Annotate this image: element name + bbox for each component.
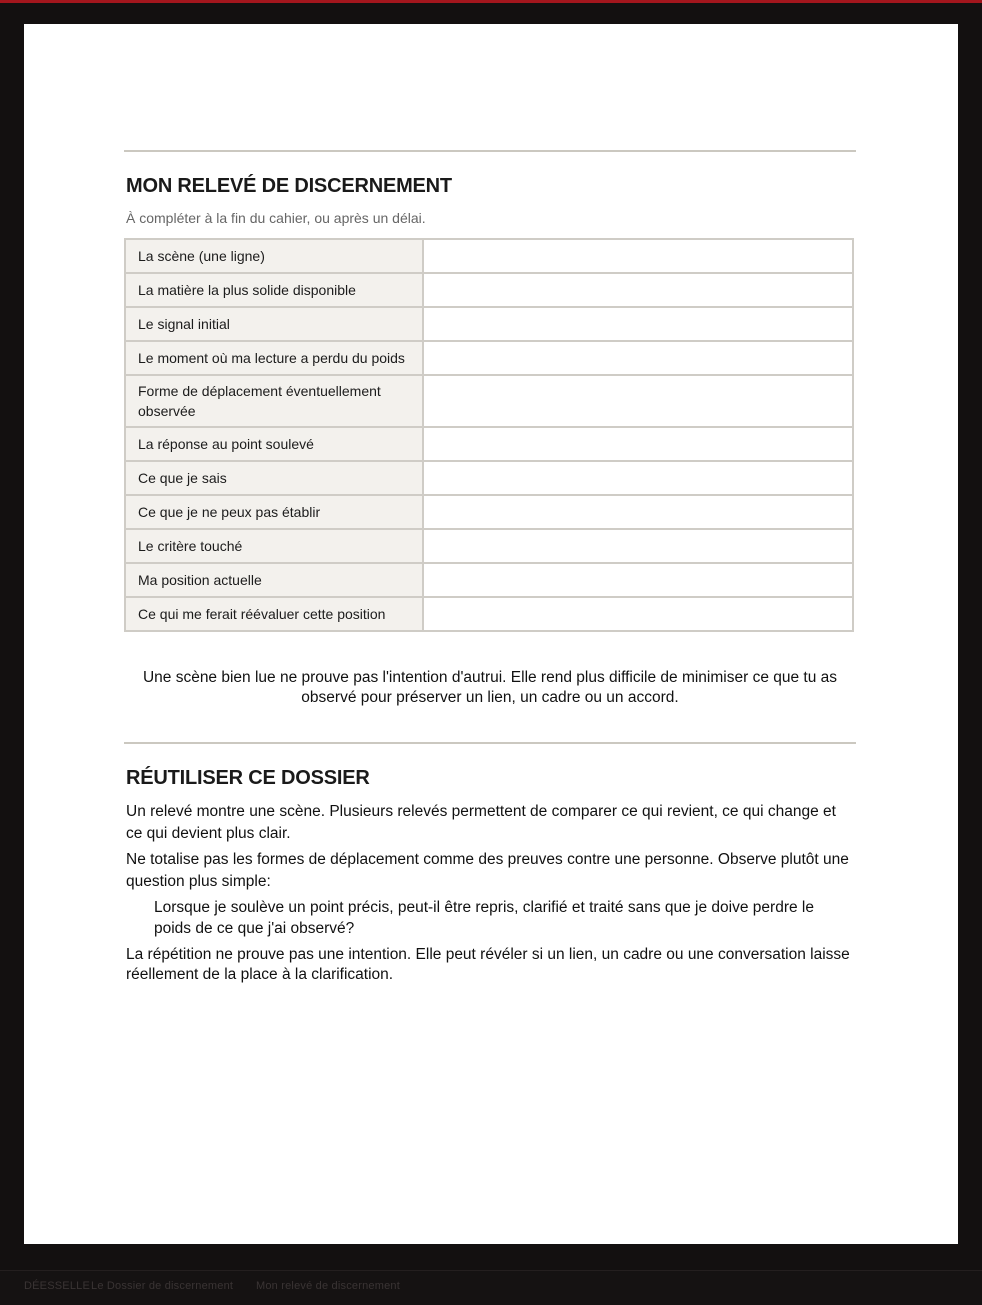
body-paragraph: Ne totalise pas les formes de déplacement comme des preuves contre une personne. Observe plutôt une question plus simple: xyxy=(126,851,849,890)
row-label: La matière la plus solide disponible xyxy=(125,273,423,307)
row-value-field[interactable] xyxy=(423,529,853,563)
closing-quote: Une scène bien lue ne prouve pas l'intention d'autrui. Elle rend plus difficile de minimiser ce que tu as observé pour préserver un lien, un cadre ou un accord. xyxy=(142,669,838,706)
document-page xyxy=(24,24,958,1244)
table-row xyxy=(125,273,853,307)
row-label: Ma position actuelle xyxy=(125,563,423,597)
row-value-field[interactable] xyxy=(423,427,853,461)
top-accent-bar xyxy=(0,0,982,3)
table-row xyxy=(125,495,853,529)
row-label: Le signal initial xyxy=(125,307,423,341)
section-title-reutiliser: RÉUTILISER CE DOSSIER xyxy=(126,767,370,789)
body-paragraph: Un relevé montre une scène. Plusieurs relevés permettent de comparer ce qui revient, ce qui change et ce qui devient plus clair. xyxy=(126,803,836,842)
row-label: Forme de déplacement éventuellement observée xyxy=(125,375,423,427)
footer-brand: DÉESSELLE xyxy=(24,1280,91,1292)
row-value-field[interactable] xyxy=(423,563,853,597)
table-row xyxy=(125,529,853,563)
table-row xyxy=(125,427,853,461)
section-subtitle: À compléter à la fin du cahier, ou après un délai. xyxy=(126,210,426,226)
indented-question: Lorsque je soulève un point précis, peut-il être repris, clarifié et traité sans que je doive perdre le poids de ce que j'ai observé? xyxy=(154,899,814,937)
row-value-field[interactable] xyxy=(423,495,853,529)
table-row xyxy=(125,341,853,375)
body-paragraph: La répétition ne prouve pas une intention. Elle peut révéler si un lien, un cadre ou une conversation laisse réellement de la place à la clarification. xyxy=(126,946,850,983)
section-divider xyxy=(124,150,856,152)
row-label: Ce qui me ferait réévaluer cette position xyxy=(125,597,423,631)
row-value-field[interactable] xyxy=(423,273,853,307)
section-title-releve: MON RELEVÉ DE DISCERNEMENT xyxy=(126,175,452,197)
row-value-field[interactable] xyxy=(423,375,853,427)
table-row xyxy=(125,307,853,341)
row-label: La réponse au point soulevé xyxy=(125,427,423,461)
table-row xyxy=(125,375,853,427)
row-label: Le moment où ma lecture a perdu du poids xyxy=(125,341,423,375)
row-label: Ce que je sais xyxy=(125,461,423,495)
row-label: Le critère touché xyxy=(125,529,423,563)
table-row xyxy=(125,597,853,631)
row-value-field[interactable] xyxy=(423,307,853,341)
row-value-field[interactable] xyxy=(423,239,853,273)
row-value-field[interactable] xyxy=(423,341,853,375)
footer-doc-title: Le Dossier de discernement xyxy=(91,1280,234,1292)
row-label: Ce que je ne peux pas établir xyxy=(125,495,423,529)
table-row xyxy=(125,461,853,495)
row-value-field[interactable] xyxy=(423,461,853,495)
section-divider xyxy=(124,742,856,744)
table-row xyxy=(125,239,853,273)
releve-table xyxy=(124,238,854,632)
row-value-field[interactable] xyxy=(423,597,853,631)
table-row xyxy=(125,563,853,597)
footer-bar xyxy=(0,1270,982,1305)
row-label: La scène (une ligne) xyxy=(125,239,423,273)
footer-section: Mon relevé de discernement xyxy=(256,1280,400,1292)
